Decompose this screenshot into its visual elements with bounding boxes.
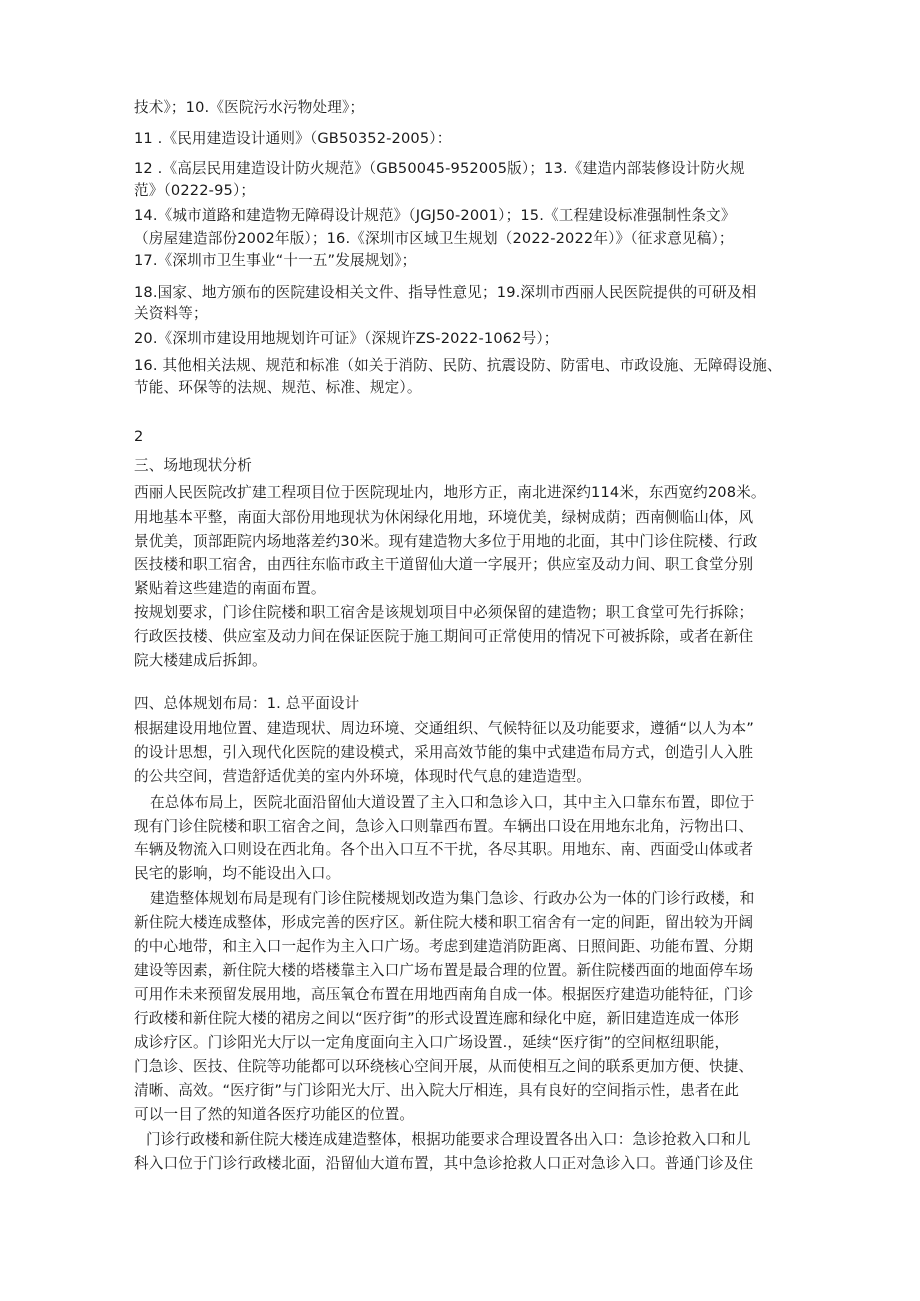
- section-heading: 三、场地现状分析: [134, 457, 252, 474]
- paragraph-line: 门急诊、医技、住院等功能都可以环绕核心空间开展，从而使相互之间的联系更加方便、快捷、: [134, 1058, 754, 1075]
- reference-line: 12 .《高层民用建造设计防火规范》（GB50045-952005版）；13.《建造内部装修设计防火规: [134, 160, 745, 177]
- page-number: 2: [134, 428, 144, 445]
- paragraph-line: 建造整体规划布局是现有门诊住院楼规划改造为集门急诊、行政办公为一体的门诊行政楼，和: [150, 890, 755, 907]
- paragraph-line: 民宅的影响，均不能设出入口。: [134, 865, 341, 882]
- paragraph-line: 用地基本平整，南面大部份用地现状为休闲绿化用地，环境优美，绿树成荫；西南侧临山体，风: [134, 509, 754, 526]
- reference-line: 16. 其他相关法规、规范和标准（如关于消防、民防、抗震设防、防雷电、市政设施、无障碍设施、: [134, 357, 782, 374]
- section-heading: 四、总体规划布局：1. 总平面设计: [134, 695, 360, 712]
- reference-line: （房屋建造部份2002年版）；16.《深圳市区域卫生规划（2022-2022年）》（征求意见稿）；: [134, 230, 734, 247]
- reference-line: 范》（0222-95）；: [134, 182, 256, 199]
- paragraph-line: 按规划要求，门诊住院楼和职工宿舍是该规划项目中必须保留的建造物；职工食堂可先行拆除；: [134, 604, 754, 621]
- paragraph-line: 科入口位于门诊行政楼北面，沿留仙大道布置，其中急诊抢救人口正对急诊入口。普通门诊及住: [134, 1155, 754, 1172]
- paragraph-line: 成诊疗区。门诊阳光大厅以一定角度面向主入口广场设置.，延续“医疗街”的空间枢纽职能，: [134, 1034, 730, 1051]
- paragraph-line: 的中心地带，和主入口一起作为主入口广场。考虑到建造消防距离、日照间距、功能布置、分期: [134, 938, 754, 955]
- paragraph-line: 紧贴着这些建造的南面布置。: [134, 580, 326, 597]
- reference-line: 节能、环保等的法规、规范、标准、规定）。: [134, 379, 422, 396]
- paragraph-line: 西丽人民医院改扩建工程项目位于医院现址内，地形方正，南北进深约114米，东西宽约208米。: [134, 484, 766, 501]
- paragraph-line: 院大楼建成后拆卸。: [134, 652, 267, 669]
- paragraph-line: 景优美，顶部距院内场地落差约30米。现有建造物大多位于用地的北面，其中门诊住院楼、行政: [134, 533, 758, 550]
- reference-line: 17.《深圳市卫生事业“十一五”发展规划》；: [134, 252, 417, 269]
- paragraph-line: 的公共空间，营造舒适优美的室内外环境，体现时代气息的建造造型。: [134, 768, 592, 785]
- reference-line: 20.《深圳市建设用地规划许可证》（深规许ZS-2022-1062号）；: [134, 330, 559, 347]
- reference-line: 18.国家、地方颁布的医院建设相关文件、指导性意见；19.深圳市西丽人民医院提供的可研及相: [134, 284, 757, 301]
- paragraph-line: 行政楼和新住院大楼的裙房之间以“医疗街”的形式设置连廊和绿化中庭，新旧建造连成一体形: [134, 1010, 740, 1027]
- paragraph-line: 清晰、高效。“医疗街”与门诊阳光大厅、出入院大厅相连，具有良好的空间指示性，患者在此: [134, 1082, 740, 1099]
- paragraph-line: 根据建设用地位置、建造现状、周边环境、交通组织、气候特征以及功能要求，遵循“以人为本”: [134, 720, 754, 737]
- paragraph-line: 在总体布局上，医院北面沿留仙大道设置了主入口和急诊入口，其中主入口靠东布置，即位于: [150, 794, 755, 811]
- paragraph-line: 可以一目了然的知道各医疗功能区的位置。: [134, 1106, 415, 1123]
- paragraph-line: 行政医技楼、供应室及动力间在保证医院于施工期间可正常使用的情况下可被拆除，或者在新住: [134, 628, 754, 645]
- reference-line: 11 .《民用建造设计通则》（GB50352-2005）：: [134, 130, 452, 147]
- reference-line: 技术》；10.《医院污水污物处理》；: [134, 99, 365, 116]
- paragraph-line: 车辆及物流入口则设在西北角。各个出入口互不干扰，各尽其职。用地东、南、西面受山体或者: [134, 841, 754, 858]
- paragraph-line: 门诊行政楼和新住院大楼连成建造整体，根据功能要求合理设置各出入口：急诊抢救入口和儿: [146, 1131, 751, 1148]
- paragraph-line: 新住院大楼连成整体，形成完善的医疗区。新住院大楼和职工宿舍有一定的间距，留出较为开阔: [134, 914, 754, 931]
- paragraph-line: 的设计思想，引入现代化医院的建设模式，采用高效节能的集中式建造布局方式，创造引人入胜: [134, 744, 754, 761]
- paragraph-line: 可用作未来预留发展用地，高压氧仓布置在用地西南角自成一体。根据医疗建造功能特征，门诊: [134, 986, 754, 1003]
- paragraph-line: 现有门诊住院楼和职工宿舍之间，急诊入口则靠西布置。车辆出口设在用地东北角，污物出口、: [134, 818, 754, 835]
- reference-line: 14.《城市道路和建造物无障碍设计规范》（JGJ50-2001）；15.《工程建设标准强制性条文》: [134, 207, 736, 224]
- paragraph-line: 医技楼和职工宿舍，由西往东临市政主干道留仙大道一字展开；供应室及动力间、职工食堂分别: [134, 556, 754, 573]
- reference-line: 关资料等；: [134, 305, 208, 322]
- paragraph-line: 建设等因素，新住院大楼的塔楼靠主入口广场布置是最合理的位置。新住院楼西面的地面停车场: [134, 962, 754, 979]
